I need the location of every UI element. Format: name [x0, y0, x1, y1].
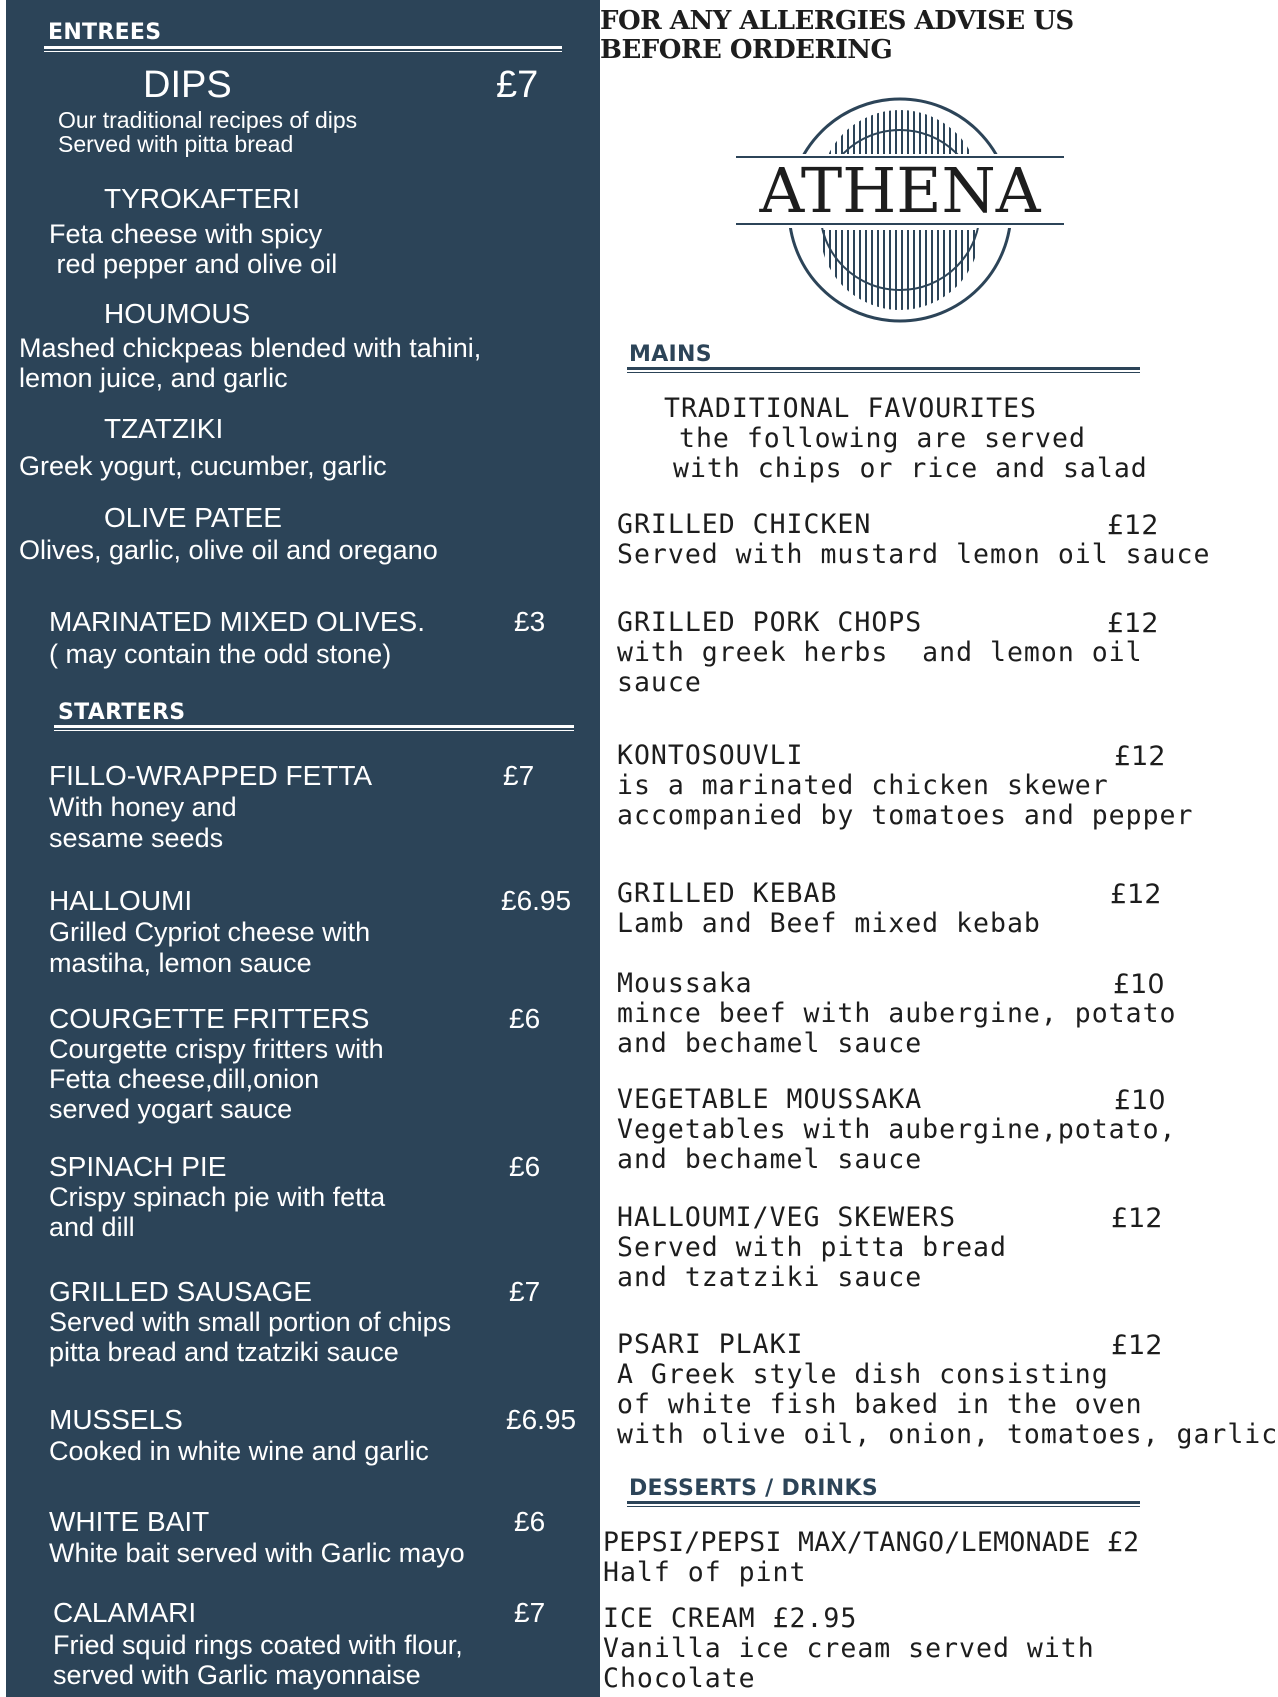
- starter-price: £7: [503, 760, 535, 791]
- main-desc-3: with olive oil, onion, tomatoes, garlic: [617, 1419, 1278, 1450]
- dip-name: TYROKAFTERI: [104, 183, 301, 214]
- main-desc-1: Vegetables with aubergine,potato,: [617, 1114, 1177, 1145]
- olives-desc: ( may contain the odd stone): [49, 639, 392, 669]
- main-price: £12: [1111, 1203, 1163, 1234]
- starter-price: £7: [514, 1597, 546, 1628]
- starter-name: COURGETTE FRITTERS: [49, 1003, 370, 1034]
- starter-desc-3: served yogart sauce: [49, 1094, 293, 1124]
- entrees-divider: [44, 46, 562, 52]
- main-price: £10: [1114, 1085, 1166, 1116]
- starter-name: WHITE BAIT: [49, 1506, 210, 1537]
- starter-desc-1: Crispy spinach pie with fetta: [49, 1182, 386, 1212]
- mains-heading: MAINS: [629, 342, 712, 367]
- starter-desc-1: Courgette crispy fritters with: [49, 1034, 384, 1064]
- starter-price: £6: [509, 1003, 541, 1034]
- starter-price: £6.95: [501, 885, 572, 916]
- main-price: £12: [1114, 741, 1166, 772]
- main-desc-2: of white fish baked in the oven: [617, 1389, 1143, 1420]
- main-desc-1: is a marinated chicken skewer: [617, 770, 1109, 801]
- starter-price: £7: [509, 1276, 541, 1307]
- main-price: £12: [1107, 608, 1159, 639]
- main-name: VEGETABLE MOUSSAKA: [617, 1084, 923, 1115]
- main-name: GRILLED CHICKEN: [617, 509, 872, 540]
- starter-name: SPINACH PIE: [49, 1151, 227, 1182]
- allergy-notice-line-1: FOR ANY ALLERGIES ADVISE US: [600, 6, 1074, 36]
- athena-logo: [730, 72, 1070, 312]
- starter-desc-1: Fried squid rings coated with flour,: [53, 1630, 463, 1660]
- main-desc-1: A Greek style dish consisting: [617, 1359, 1109, 1390]
- dessert-desc-1: Half of pint: [603, 1557, 807, 1588]
- starters-divider: [54, 725, 574, 731]
- starter-name: CALAMARI: [53, 1597, 197, 1628]
- main-desc-1: with greek herbs and lemon oil: [617, 637, 1143, 668]
- dips-title: DIPS: [143, 64, 232, 106]
- dip-desc-2: lemon juice, and garlic: [19, 363, 288, 393]
- main-name: HALLOUMI/VEG SKEWERS: [617, 1202, 957, 1233]
- desserts-divider: [627, 1501, 1140, 1507]
- starters-heading: STARTERS: [58, 700, 186, 725]
- mains-intro-1: TRADITIONAL FAVOURITES: [664, 393, 1037, 424]
- main-desc-1: mince beef with aubergine, potato: [617, 998, 1177, 1029]
- main-price: £12: [1111, 1330, 1163, 1361]
- desserts-heading: DESSERTS / DRINKS: [629, 1476, 878, 1501]
- allergy-notice-line-2: BEFORE ORDERING: [600, 35, 893, 65]
- starter-price: £6: [514, 1506, 546, 1537]
- main-desc-2: and bechamel sauce: [617, 1144, 923, 1175]
- olives-price: £3: [514, 606, 546, 637]
- dips-desc-1: Our traditional recipes of dips: [58, 107, 358, 133]
- dessert-desc-1: Vanilla ice cream served with: [603, 1633, 1095, 1664]
- starter-price: £6: [509, 1151, 541, 1182]
- dip-desc-2: red pepper and olive oil: [49, 249, 338, 279]
- starter-price: £6.95: [506, 1404, 577, 1435]
- main-name: GRILLED KEBAB: [617, 878, 838, 909]
- dessert-name: ICE CREAM £2.95: [603, 1603, 858, 1634]
- dip-desc-1: Olives, garlic, olive oil and oregano: [19, 535, 438, 565]
- dip-desc-1: Feta cheese with spicy: [49, 219, 323, 249]
- main-desc-1: Served with pitta bread: [617, 1232, 1007, 1263]
- olives-name: MARINATED MIXED OLIVES.: [49, 606, 425, 637]
- starter-desc-2: and dill: [49, 1212, 135, 1242]
- main-name: GRILLED PORK CHOPS: [617, 607, 923, 638]
- starter-name: HALLOUMI: [49, 885, 193, 916]
- dips-price: £7: [496, 64, 539, 106]
- starter-desc-1: With honey and: [49, 792, 237, 822]
- dips-desc-2: Served with pitta bread: [58, 131, 294, 157]
- main-name: Moussaka: [617, 968, 753, 999]
- starter-name: MUSSELS: [49, 1404, 183, 1435]
- main-desc-1: Lamb and Beef mixed kebab: [617, 908, 1041, 939]
- mains-divider: [627, 367, 1140, 373]
- main-price: £12: [1110, 879, 1162, 910]
- main-desc-2: and tzatziki sauce: [617, 1262, 923, 1293]
- dip-desc-1: Greek yogurt, cucumber, garlic: [19, 451, 387, 481]
- brand-name: ATHENA: [759, 154, 1041, 227]
- main-price: £10: [1113, 969, 1165, 1000]
- dip-name: TZATZIKI: [104, 413, 224, 444]
- dessert-name: PEPSI/PEPSI MAX/TANGO/LEMONADE £2: [603, 1527, 1140, 1558]
- starter-name: GRILLED SAUSAGE: [49, 1276, 312, 1307]
- starter-desc-1: Served with small portion of chips: [49, 1307, 452, 1337]
- starter-desc-2: mastiha, lemon sauce: [49, 948, 312, 978]
- main-desc-2: sauce: [617, 667, 702, 698]
- entrees-heading: ENTREES: [48, 20, 162, 45]
- starter-desc-1: Cooked in white wine and garlic: [49, 1436, 429, 1466]
- dip-name: HOUMOUS: [104, 298, 251, 329]
- main-name: PSARI PLAKI: [617, 1329, 804, 1360]
- main-price: £12: [1107, 510, 1159, 541]
- main-desc-2: accompanied by tomatoes and pepper: [617, 800, 1194, 831]
- left-menu-panel: [6, 0, 600, 1697]
- main-name: KONTOSOUVLI: [617, 740, 804, 771]
- mains-intro-2: the following are served: [679, 423, 1086, 454]
- starter-name: FILLO-WRAPPED FETTA: [49, 760, 373, 791]
- dessert-desc-2: Chocolate: [603, 1663, 756, 1694]
- starter-desc-2: served with Garlic mayonnaise: [53, 1660, 421, 1690]
- main-desc-2: and bechamel sauce: [617, 1028, 923, 1059]
- dip-desc-1: Mashed chickpeas blended with tahini,: [19, 333, 482, 363]
- starter-desc-1: White bait served with Garlic mayo: [49, 1538, 465, 1568]
- dip-name: OLIVE PATEE: [104, 502, 282, 533]
- starter-desc-2: sesame seeds: [49, 823, 224, 853]
- starter-desc-2: pitta bread and tzatziki sauce: [49, 1337, 399, 1367]
- starter-desc-2: Fetta cheese,dill,onion: [49, 1064, 320, 1094]
- starter-desc-1: Grilled Cypriot cheese with: [49, 917, 371, 947]
- mains-intro-3: with chips or rice and salad: [673, 453, 1148, 484]
- main-desc-1: Served with mustard lemon oil sauce: [617, 539, 1211, 570]
